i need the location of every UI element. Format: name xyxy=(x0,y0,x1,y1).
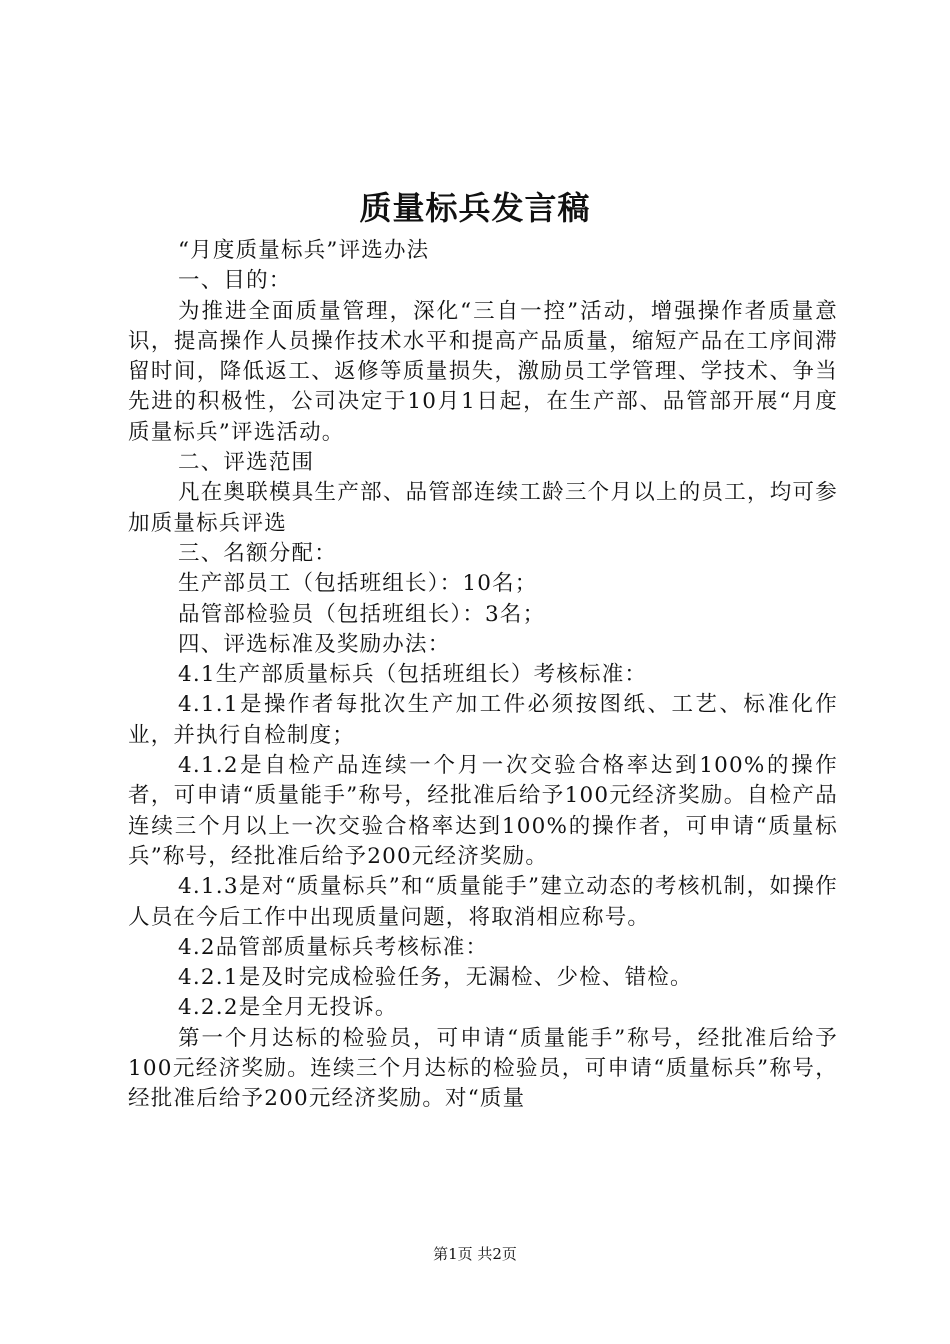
purpose-paragraph: 为推进全面质量管理，深化“三自一控”活动，增强操作者质量意识，提高操作人员操作技术水平和提高产品质量，缩短产品在工序间滞留时间，降低返工、返修等质量损失，激励员工学管理、学技术、争当先进的积极性，公司决定于10月1日起，在生产部、品管部开展“月度质量标兵”评选活动。 xyxy=(128,298,838,445)
criteria-4-2-2: 4.2.2是全月无投诉。 xyxy=(178,995,398,1021)
scope-paragraph: 凡在奥联模具生产部、品管部连续工龄三个月以上的员工，均可参加质量标兵评选 xyxy=(128,480,838,536)
criteria-4-1-2: 4.1.2是自检产品连续一个月一次交验合格率达到100%的操作者，可申请“质量能手”称号，经批准后给予100元经济奖励。自检产品连续三个月以上一次交验合格率达到100%的操作者，可申请“质量标兵”称号，经批准后给予200元经济奖励。 xyxy=(128,753,838,869)
criteria-4-1-heading: 4.1生产部质量标兵（包括班组长）考核标准： xyxy=(178,662,648,688)
subtitle-paragraph: “月度质量标兵”评选办法 xyxy=(178,238,430,263)
quota-production: 生产部员工（包括班组长）：10名； xyxy=(178,571,538,597)
criteria-4-2-heading: 4.2品管部质量标兵考核标准： xyxy=(178,934,489,960)
reward-paragraph: 第一个月达标的检验员，可申请“质量能手”称号，经批准后给予100元经济奖励。连续三个月达标的检验员，可申请“质量标兵”称号，经批准后给予200元经济奖励。对“质量 xyxy=(128,1025,838,1112)
section-heading-criteria: 四、评选标准及奖励办法： xyxy=(178,631,451,657)
document-body xyxy=(128,236,838,1115)
quota-quality: 品管部检验员（包括班组长）：3名； xyxy=(178,601,546,627)
section-heading-quota: 三、名额分配： xyxy=(178,540,337,566)
section-heading-purpose: 一、目的： xyxy=(178,268,292,294)
section-heading-scope: 二、评选范围 xyxy=(178,450,315,476)
criteria-4-1-3: 4.1.3是对“质量标兵”和“质量能手”建立动态的考核机制，如操作人员在今后工作中出现质量问题，将取消相应称号。 xyxy=(128,874,838,930)
criteria-4-1-1: 4.1.1是操作者每批次生产加工件必须按图纸、工艺、标准化作业，并执行自检制度； xyxy=(128,692,838,748)
document-title: 质量标兵发言稿 xyxy=(359,189,591,227)
page-footer: 第1页 共2页 xyxy=(433,1245,517,1263)
criteria-4-2-1: 4.2.1是及时完成检验任务，无漏检、少检、错检。 xyxy=(178,965,693,991)
